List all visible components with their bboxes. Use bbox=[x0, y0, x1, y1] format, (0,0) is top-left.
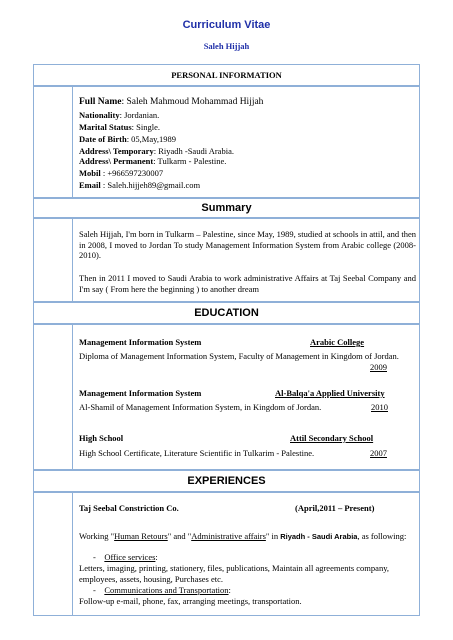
address-permanent-label: Address\ Permanent bbox=[79, 156, 154, 166]
marital-line bbox=[79, 122, 416, 132]
cv-owner-name: Saleh Hijjah bbox=[203, 41, 250, 51]
nationality-label: Nationality bbox=[79, 110, 120, 120]
dob-value: : 05,May,1989 bbox=[126, 134, 176, 144]
communications-description: Follow-up e-mail, phone, fax, arranging meetings, transportation. bbox=[79, 596, 302, 606]
dob-line bbox=[79, 134, 416, 144]
dob-label: Date of Birth bbox=[79, 134, 127, 144]
education-3-year: 2007 bbox=[370, 448, 387, 458]
mobile-label: Mobil bbox=[79, 168, 101, 178]
full-name-value: : Saleh Mahmoud Mohammad Hijjah bbox=[121, 97, 264, 107]
education-1-title: Management Information System bbox=[79, 337, 202, 347]
office-services-title: Office services bbox=[104, 552, 156, 562]
full-name-label: Full Name bbox=[79, 97, 122, 107]
education-2-description: Al-Shamil of Management Information System, in Kingdom of Jordan. bbox=[79, 402, 322, 412]
education-2-title: Management Information System bbox=[79, 388, 202, 398]
personal-gutter bbox=[33, 87, 73, 197]
education-1-year: 2009 bbox=[370, 362, 387, 372]
summary-heading: Summary bbox=[33, 198, 420, 218]
address-permanent-line bbox=[79, 156, 416, 166]
communications-heading bbox=[93, 585, 430, 595]
working-tail: , as following: bbox=[357, 531, 407, 541]
communications-colon: : bbox=[228, 585, 231, 595]
education-heading: EDUCATION bbox=[33, 302, 420, 324]
nationality-line bbox=[79, 110, 416, 120]
email-line bbox=[79, 180, 416, 190]
address-temporary-label: Address\ Temporary bbox=[79, 146, 154, 156]
experience-location: Riyadh - Saudi Arabia bbox=[280, 532, 358, 541]
working-mid: " and " bbox=[167, 531, 192, 541]
education-3-school: Attil Secondary School bbox=[290, 433, 374, 443]
nationality-value: : Jordanian. bbox=[119, 110, 160, 120]
education-3-description: High School Certificate, Literature Scientific in Tulkarim - Palestine. bbox=[79, 448, 315, 458]
summary-paragraph-1: Saleh Hijjah, I'm born in Tulkarm – Palestine, since May, 1989, studied at schools in attil, and then in 2008, I moved to Jordan To study Management Information System from Arabic college (2008-2010). bbox=[79, 229, 416, 260]
education-gutter bbox=[33, 325, 73, 469]
office-services-colon: : bbox=[155, 552, 158, 562]
experiences-heading: EXPERIENCES bbox=[33, 470, 420, 492]
mobile-line bbox=[79, 168, 416, 178]
office-services-heading bbox=[93, 552, 430, 562]
working-prefix: Working " bbox=[79, 531, 115, 541]
email-label: Email bbox=[79, 180, 101, 190]
role-human-retours: Human Retours bbox=[114, 531, 168, 541]
full-name-line bbox=[79, 97, 416, 107]
cv-title: Curriculum Vitae bbox=[182, 19, 271, 31]
summary-paragraph-2: Then in 2011 I moved to Saudi Arabia to work administrative Affairs at Taj Seebal Company and I'm say ( From here the beginning ) to another dream bbox=[79, 273, 416, 294]
education-2-school: Al-Balqa'a Applied University bbox=[275, 388, 385, 398]
education-2-year: 2010 bbox=[371, 402, 388, 412]
communications-title: Communications and Transportation bbox=[104, 585, 229, 595]
comm-dash: - bbox=[93, 585, 96, 595]
role-administrative-affairs: Administrative affairs bbox=[191, 531, 266, 541]
education-3-title: High School bbox=[79, 433, 124, 443]
education-1-school: Arabic College bbox=[310, 337, 365, 347]
address-temporary-line bbox=[79, 146, 416, 156]
education-1-description: Diploma of Management Information System, Faculty of Management in Kingdom of Jordan. bbox=[79, 351, 399, 361]
summary-gutter bbox=[33, 219, 73, 301]
office-dash: - bbox=[93, 552, 96, 562]
working-post: " in bbox=[265, 531, 281, 541]
email-value: : Saleh.hijjeh89@gmail.com bbox=[100, 180, 201, 190]
experience-working-text bbox=[79, 531, 409, 543]
experiences-gutter bbox=[33, 493, 73, 615]
personal-information-heading: PERSONAL INFORMATION bbox=[33, 64, 420, 86]
address-permanent-value: : Tulkarm - Palestine. bbox=[153, 156, 227, 166]
experience-company: Taj Seebal Constriction Co. bbox=[79, 503, 179, 513]
office-services-description: Letters, imaging, printing, stationery, files, publications, Maintain all agreements company, employees, assets, housing, Purchases etc. bbox=[79, 563, 390, 584]
marital-label: Marital Status bbox=[79, 122, 132, 132]
marital-value: : Single. bbox=[131, 122, 160, 132]
mobile-value: : +966597230007 bbox=[100, 168, 164, 178]
address-temporary-value: : Riyadh -Saudi Arabia. bbox=[153, 146, 234, 156]
experience-period: (April,2011 – Present) bbox=[295, 503, 375, 513]
